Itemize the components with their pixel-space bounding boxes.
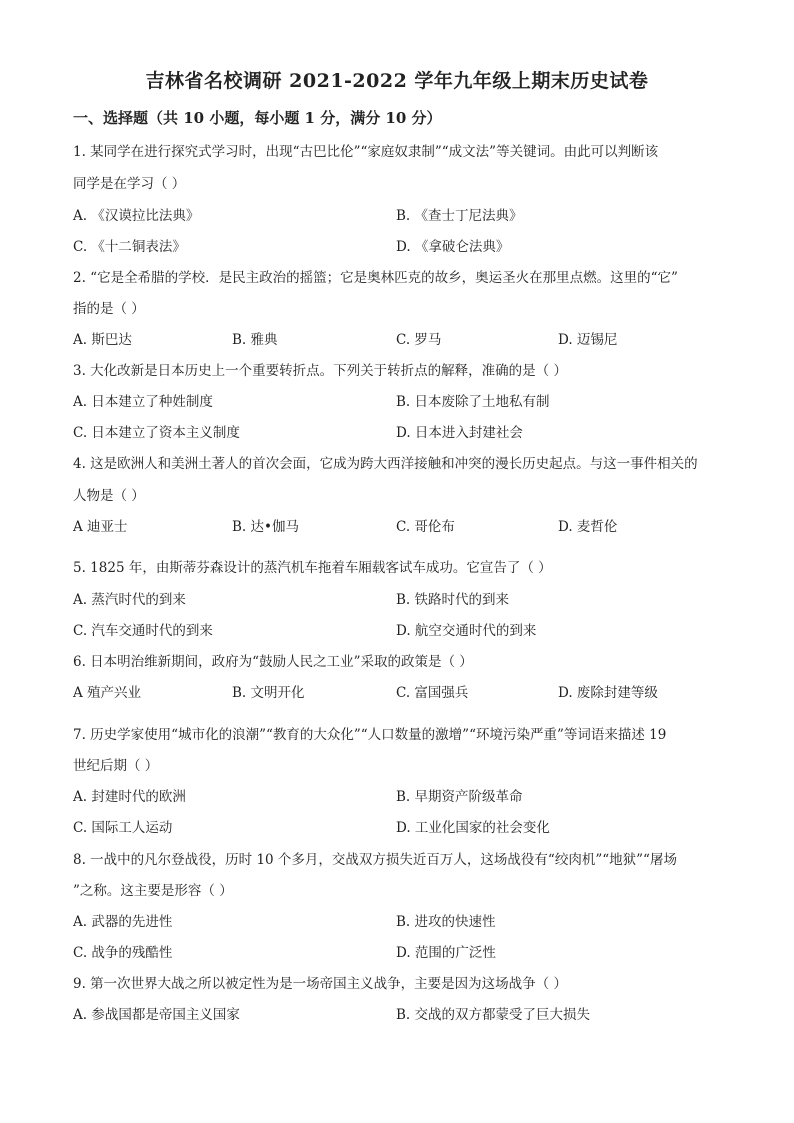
q2-option-a: A. 斯巴达 — [73, 332, 132, 348]
q7-option-b: B. 早期资产阶级革命 — [396, 789, 523, 805]
q2-option-c: C. 罗马 — [396, 332, 442, 348]
q4-stem-line1: 4. 这是欧洲人和美洲土著人的首次会面，它成为跨大西洋接触和冲突的漫长历史起点。与这一事件相关的 — [73, 456, 698, 472]
q8-option-a: A. 武器的先进性 — [73, 914, 173, 930]
exam-title: 吉林省名校调研 2021-2022 学年九年级上期末历史试卷 — [145, 70, 649, 92]
section-heading: 一、选择题（共 10 小题，每小题 1 分，满分 10 分） — [73, 109, 442, 127]
q8-option-b: B. 进攻的快速性 — [396, 914, 496, 930]
q2-stem-line1: 2. “它是全希腊的学校．是民主政治的摇篮；它是奥林匹克的故乡，奥运圣火在那里点燃。这里的“它” — [73, 270, 678, 286]
q3-option-b: B. 日本废除了土地私有制 — [396, 394, 550, 410]
q6-stem-line1: 6. 日本明治维新期间，政府为“鼓励人民之工业”采取的政策是（ ） — [73, 654, 473, 670]
q4-option-b: B. 达•伽马 — [232, 519, 299, 535]
q6-option-a: A 殖产兴业 — [73, 685, 142, 701]
q2-option-d: D. 迈锡尼 — [558, 332, 618, 348]
q9-option-a: A. 参战国都是帝国主义国家 — [73, 1007, 240, 1023]
q5-stem-line1: 5. 1825 年，由斯蒂芬森设计的蒸汽机车拖着车厢载客试车成功。它宣告了（ ） — [73, 560, 552, 576]
q2-option-b: B. 雅典 — [232, 332, 278, 348]
q8-stem-line2: ”之称。这主要是形容（ ） — [73, 883, 233, 899]
q7-option-d: D. 工业化国家的社会变化 — [396, 820, 550, 836]
q1-stem-line1: 1. 某同学在进行探究式学习时，出现“古巴比伦”“家庭奴隶制”“成文法”等关键词。由此可以判断该 — [73, 144, 659, 160]
q7-stem-line2: 世纪后期（ ） — [73, 758, 159, 774]
q7-option-c: C. 国际工人运动 — [73, 820, 173, 836]
q9-option-b: B. 交战的双方都蒙受了巨大损失 — [396, 1007, 591, 1023]
q6-option-c: C. 富国强兵 — [396, 685, 469, 701]
q4-option-c: C. 哥伦布 — [396, 519, 455, 535]
q1-option-b: B. 《查士丁尼法典》 — [396, 208, 523, 224]
q3-option-d: D. 日本进入封建社会 — [396, 425, 523, 441]
q9-stem-line1: 9. 第一次世界大战之所以被定性为是一场帝国主义战争，主要是因为这场战争（ ） — [73, 976, 567, 992]
q7-option-a: A. 封建时代的欧洲 — [73, 789, 186, 805]
q6-option-b: B. 文明开化 — [232, 685, 305, 701]
q1-option-c: C. 《十二铜表法》 — [73, 239, 186, 255]
q5-option-d: D. 航空交通时代的到来 — [396, 623, 537, 639]
q6-option-d: D. 废除封建等级 — [558, 685, 658, 701]
q3-option-a: A. 日本建立了种姓制度 — [73, 394, 213, 410]
q5-option-c: C. 汽车交通时代的到来 — [73, 623, 213, 639]
q8-stem-line1: 8. 一战中的凡尔登战役，历时 10 个多月，交战双方损失近百万人，这场战役有“绞肉机”“地狱”“屠场 — [73, 852, 677, 868]
q3-option-c: C. 日本建立了资本主义制度 — [73, 425, 240, 441]
q2-stem-line2: 指的是（ ） — [73, 301, 145, 317]
q7-stem-line1: 7. 历史学家使用“城市化的浪潮”“教育的大众化”“人口数量的激增”“环境污染严重”等词语来描述 19 — [73, 727, 667, 743]
q5-option-b: B. 铁路时代的到来 — [396, 592, 510, 608]
q1-option-a: A. 《汉谟拉比法典》 — [73, 208, 200, 224]
q4-option-a: A 迪亚士 — [73, 519, 128, 535]
q8-option-c: C. 战争的残酷性 — [73, 945, 173, 961]
q4-option-d: D. 麦哲伦 — [558, 519, 618, 535]
q3-stem-line1: 3. 大化改新是日本历史上一个重要转折点。下列关于转折点的解释，准确的是（ ） — [73, 363, 567, 379]
q1-stem-line2: 同学是在学习（ ） — [73, 176, 186, 192]
q8-option-d: D. 范围的广泛性 — [396, 945, 496, 961]
q5-option-a: A. 蒸汽时代的到来 — [73, 592, 186, 608]
q1-option-d: D. 《拿破仑法典》 — [396, 239, 510, 255]
q4-stem-line2: 人物是（ ） — [73, 488, 145, 504]
